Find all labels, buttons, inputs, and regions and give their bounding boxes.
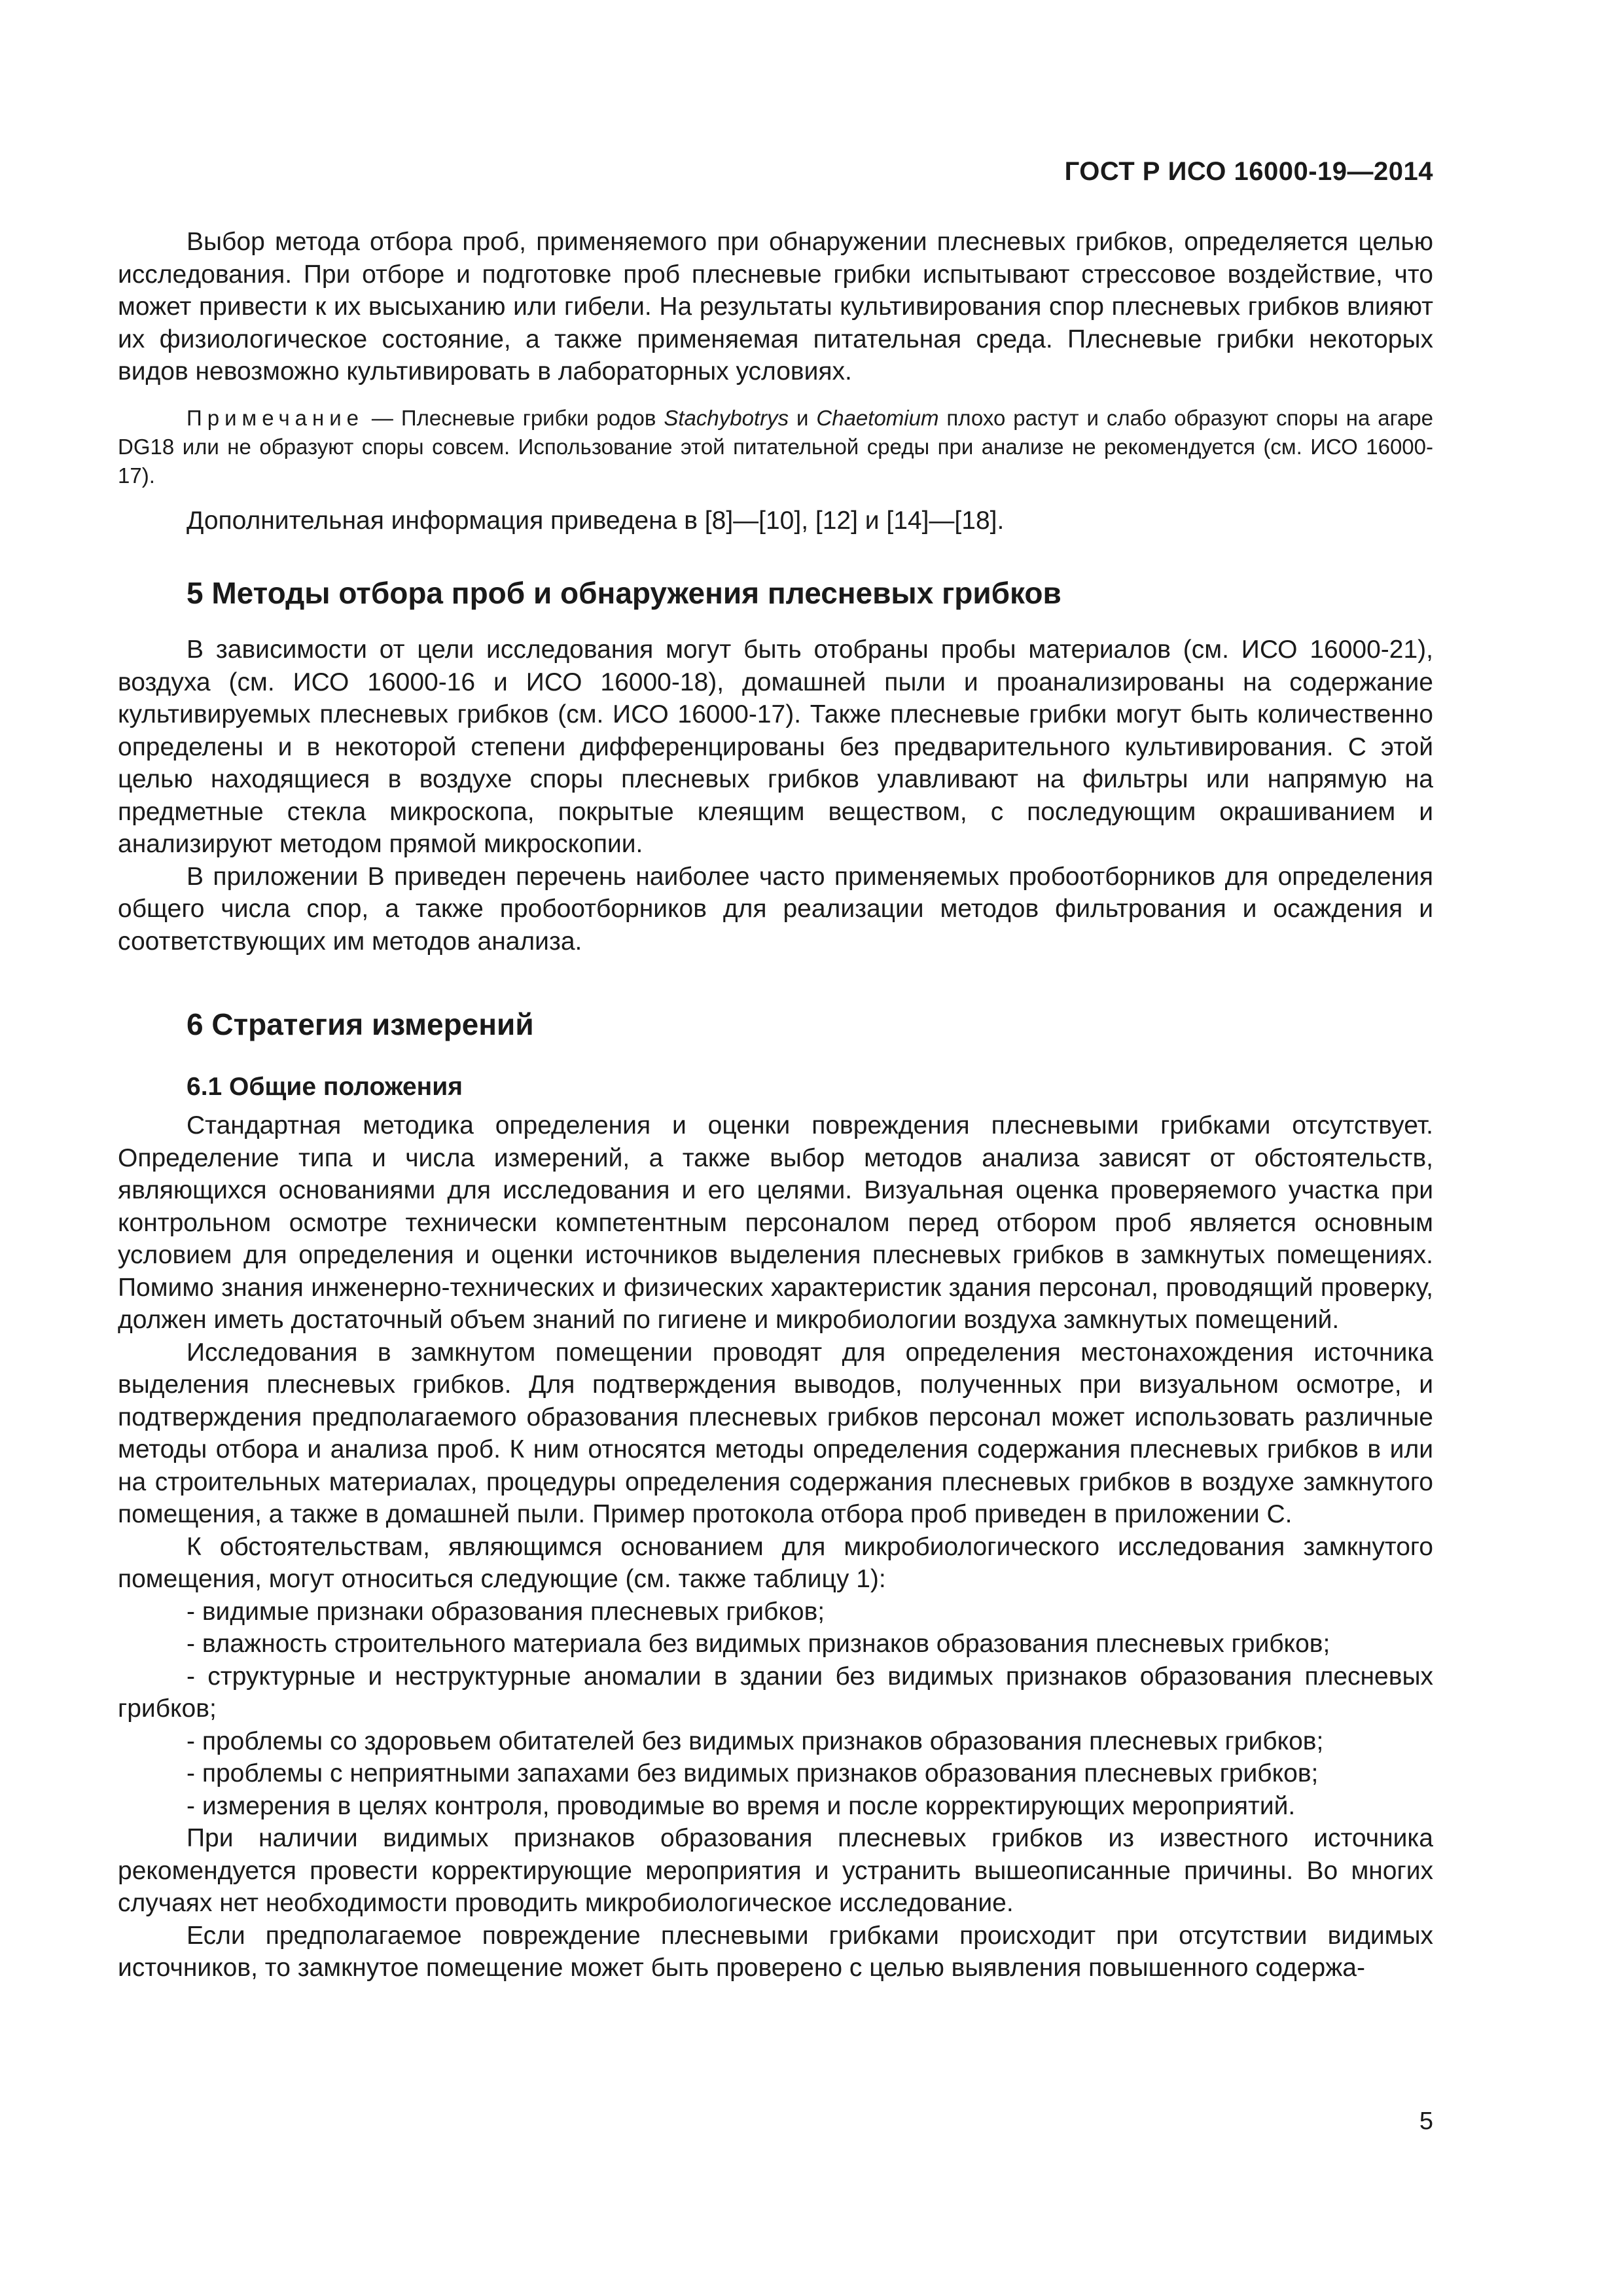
section-6-heading: 6 Стратегия измерений — [187, 1007, 534, 1041]
subsection-6-1-heading: 6.1 Общие положения — [187, 1073, 463, 1101]
intro-paragraph-2: Дополнительная информация приведена в [8]—[10], [12] и [14]—[18]. — [187, 506, 1005, 535]
note-genus-2: Chaetomium — [816, 405, 939, 430]
list-item: - структурные и неструктурные аномалии в здании без видимых признаков образования плесневых грибков; — [118, 1662, 1433, 1723]
note-dash: — Плесневые грибки родов — [364, 405, 664, 430]
list-item: - проблемы со здоровьем обитателей без видимых признаков образования плесневых грибков; — [187, 1727, 1324, 1755]
section-6-paragraph-4: При наличии видимых признаков образования плесневых грибков из известного источника рекомендуется провести корректирующие мероприятия и устранить вышеописанные причины. Во многих случаях нет необходимости проводить микробиологическое исследование. — [118, 1824, 1433, 1917]
page-content — [118, 226, 1433, 1984]
list-item: - влажность строительного материала без видимых признаков образования плесневых грибков; — [187, 1630, 1330, 1658]
circumstances-list — [118, 1596, 1433, 1823]
section-6-paragraph-2: Исследования в замкнутом помещении проводят для определения местонахождения источника выделения плесневых грибков. Для подтверждения выводов, полученных при визуальном осмотре, и подтверждения предполагаемого образования плесневых грибков персонал может использовать различные методы отбора и анализа проб. К ним относятся методы определения содержания плесневых грибков в или на строительных материалах, процедуры определения содержания плесневых грибков в воздухе замкнутого помещения, а также в домашней пыли. Пример протокола отбора проб приведен в приложении С. — [118, 1338, 1433, 1528]
page-number: 5 — [1419, 2108, 1433, 2135]
note-rest: плохо растут и слабо образуют споры на агаре DG18 или не образуют споры совсем. Использование этой питательной среды при анализе не рекомендуется (см. ИСО 16000-17). — [118, 405, 1433, 488]
list-item: - измерения в целях контроля, проводимые во время и после корректирующих мероприятий. — [187, 1791, 1296, 1820]
section-5-paragraph-1: В зависимости от цели исследования могут быть отобраны пробы материалов (см. ИСО 16000-21), воздуха (см. ИСО 16000-16 и ИСО 16000-18), домашней пыли и проанализированы на содержание культивируемых плесневых грибков (см. ИСО 16000-17). Также плесневые грибки могут быть количественно определены и в некоторой степени дифференцированы без предварительного культивирования. С этой целью находящиеся в воздухе споры плесневых грибков улавливают на фильтры или напрямую на предметные стекла микроскопа, покрытые клеящим веществом, с последующим окрашиванием и анализируют методом прямой микроскопии. — [118, 636, 1433, 858]
intro-paragraph-1: Выбор метода отбора проб, применяемого при обнаружении плесневых грибков, определяется целью исследования. При отборе и подготовке проб плесневые грибки испытывают стрессовое воздействие, что может привести к их высыханию или гибели. На результаты культивирования спор плесневых грибков влияют их физиологическое состояние, а также применяемая питательная среда. Плесневые грибки некоторых видов невозможно культивировать в лабораторных условиях. — [118, 228, 1433, 386]
note — [118, 404, 1433, 490]
list-item: - проблемы с неприятными запахами без видимых признаков образования плесневых грибков; — [187, 1759, 1319, 1787]
list-item: - видимые признаки образования плесневых грибков; — [187, 1597, 825, 1626]
note-label: Примечание — [187, 405, 365, 430]
note-and: и — [789, 405, 817, 430]
standard-header: ГОСТ Р ИСО 16000-19—2014 — [1064, 157, 1433, 186]
section-5-heading: 5 Методы отбора проб и обнаружения плесневых грибков — [187, 576, 1061, 610]
section-6-paragraph-5: Если предполагаемое повреждение плесневыми грибками происходит при отсутствии видимых источников, то замкнутое помещение может быть проверено с целью выявления повышенного содержа- — [118, 1921, 1433, 1982]
section-6-paragraph-1: Стандартная методика определения и оценки повреждения плесневыми грибками отсутствует. Определение типа и числа измерений, а также выбор методов анализа зависят от обстоятельств, являющихся основаниями для исследования и его целями. Визуальная оценка проверяемого участка при контрольном осмотре технически компетентным персоналом перед отбором проб является основным условием для определения и оценки источников выделения плесневых грибков в замкнутых помещениях. Помимо знания инженерно-технических и физических характеристик здания персонал, проводящий проверку, должен иметь достаточный объем знаний по гигиене и микробиологии воздуха замкнутых помещений. — [118, 1111, 1433, 1334]
section-5-paragraph-2: В приложении В приведен перечень наиболее часто применяемых пробоотборников для определения общего числа спор, а также пробоотборников для реализации методов фильтрования и осаждения и соответствующих им методов анализа. — [118, 862, 1433, 956]
note-genus-1: Stachybotrys — [664, 405, 789, 430]
section-6-paragraph-3: К обстоятельствам, являющимся основанием для микробиологического исследования замкнутого помещения, могут относиться следующие (см. также таблицу 1): — [118, 1532, 1433, 1593]
